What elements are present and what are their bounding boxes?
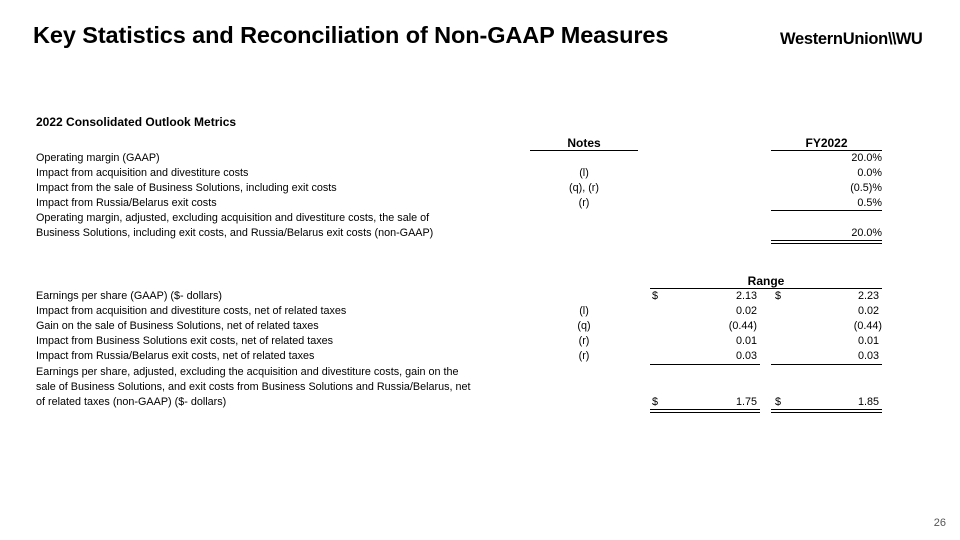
eps-row-label: Gain on the sale of Business Solutions, net of related taxes — [36, 320, 319, 332]
page-number: 26 — [933, 517, 946, 529]
eps-high-value: 2.23 — [857, 290, 879, 302]
page-title: Key Statistics and Reconciliation of Non-GAAP Measures — [33, 22, 669, 48]
eps-row-note: (r) — [578, 335, 590, 347]
eps-high-total-rule-bottom — [771, 412, 882, 413]
range-header-underline — [650, 288, 882, 289]
fy-header-underline — [771, 150, 882, 151]
logo-wordmark: WesternUnion — [780, 30, 888, 48]
om-total-double-rule-top — [771, 240, 882, 241]
eps-total-high-currency: $ — [775, 396, 782, 408]
eps-high-value: 0.03 — [857, 350, 879, 362]
fy-header: FY2022 — [805, 136, 848, 150]
range-header: Range — [747, 274, 785, 288]
om-row-label: Impact from acquisition and divestiture costs — [36, 167, 249, 179]
eps-row-label: Earnings per share (GAAP) ($- dollars) — [36, 290, 223, 302]
eps-low-value: (0.44) — [728, 320, 757, 332]
eps-total-low-value: 1.75 — [735, 396, 757, 408]
section-title: 2022 Consolidated Outlook Metrics — [36, 115, 237, 129]
om-row-value: 20.0% — [851, 152, 882, 164]
om-row-note: (r) — [578, 197, 590, 209]
eps-row-note: (l) — [579, 305, 589, 317]
eps-low-subtotal-rule — [650, 364, 760, 365]
eps-high-currency: $ — [775, 290, 782, 302]
om-total-double-rule-bottom — [771, 243, 882, 244]
eps-high-value: 0.01 — [857, 335, 879, 347]
om-row-note: (l) — [579, 167, 589, 179]
eps-row-label: Impact from Russia/Belarus exit costs, net of related taxes — [36, 350, 315, 362]
eps-row-label: Impact from Business Solutions exit costs, net of related taxes — [36, 335, 334, 347]
eps-low-value: 2.13 — [735, 290, 757, 302]
om-row-value: 0.0% — [857, 167, 882, 179]
eps-high-value: 0.02 — [857, 305, 879, 317]
eps-total-label-line2: sale of Business Solutions, and exit costs from Business Solutions and Russia/Belarus, net — [36, 381, 471, 393]
eps-low-currency: $ — [652, 290, 659, 302]
om-row-label: Impact from the sale of Business Solutions, including exit costs — [36, 182, 337, 194]
om-subtotal-rule — [771, 210, 882, 211]
om-row-value: (0.5)% — [850, 182, 882, 194]
eps-low-total-rule-bottom — [650, 412, 760, 413]
om-row-value: 0.5% — [857, 197, 882, 209]
eps-low-value: 0.02 — [735, 305, 757, 317]
om-total-label-line1: Operating margin, adjusted, excluding acquisition and divestiture costs, the sale of — [36, 212, 430, 224]
eps-high-subtotal-rule — [771, 364, 882, 365]
om-row-note: (q), (r) — [569, 182, 599, 194]
eps-row-label: Impact from acquisition and divestiture costs, net of related taxes — [36, 305, 347, 317]
eps-high-value: (0.44) — [853, 320, 882, 332]
eps-low-value: 0.03 — [735, 350, 757, 362]
om-row-label: Operating margin (GAAP) — [36, 152, 160, 164]
eps-total-label-line1: Earnings per share, adjusted, excluding the acquisition and divestiture costs, gain on the — [36, 366, 459, 378]
logo-mark: \\WU — [887, 30, 923, 48]
western-union-logo — [780, 30, 922, 49]
eps-low-total-rule-top — [650, 409, 760, 410]
om-total-label-line2: Business Solutions, including exit costs, and Russia/Belarus exit costs (non-GAAP) — [36, 227, 434, 239]
eps-row-note: (q) — [577, 320, 591, 332]
eps-row-note: (r) — [578, 350, 590, 362]
eps-total-high-value: 1.85 — [857, 396, 879, 408]
eps-total-low-currency: $ — [652, 396, 659, 408]
notes-header: Notes — [567, 136, 601, 150]
om-total-value: 20.0% — [851, 227, 882, 239]
eps-total-label-line3: of related taxes (non-GAAP) ($- dollars) — [36, 396, 227, 408]
eps-high-total-rule-top — [771, 409, 882, 410]
eps-low-value: 0.01 — [735, 335, 757, 347]
om-row-label: Impact from Russia/Belarus exit costs — [36, 197, 217, 209]
notes-header-underline — [530, 150, 638, 151]
